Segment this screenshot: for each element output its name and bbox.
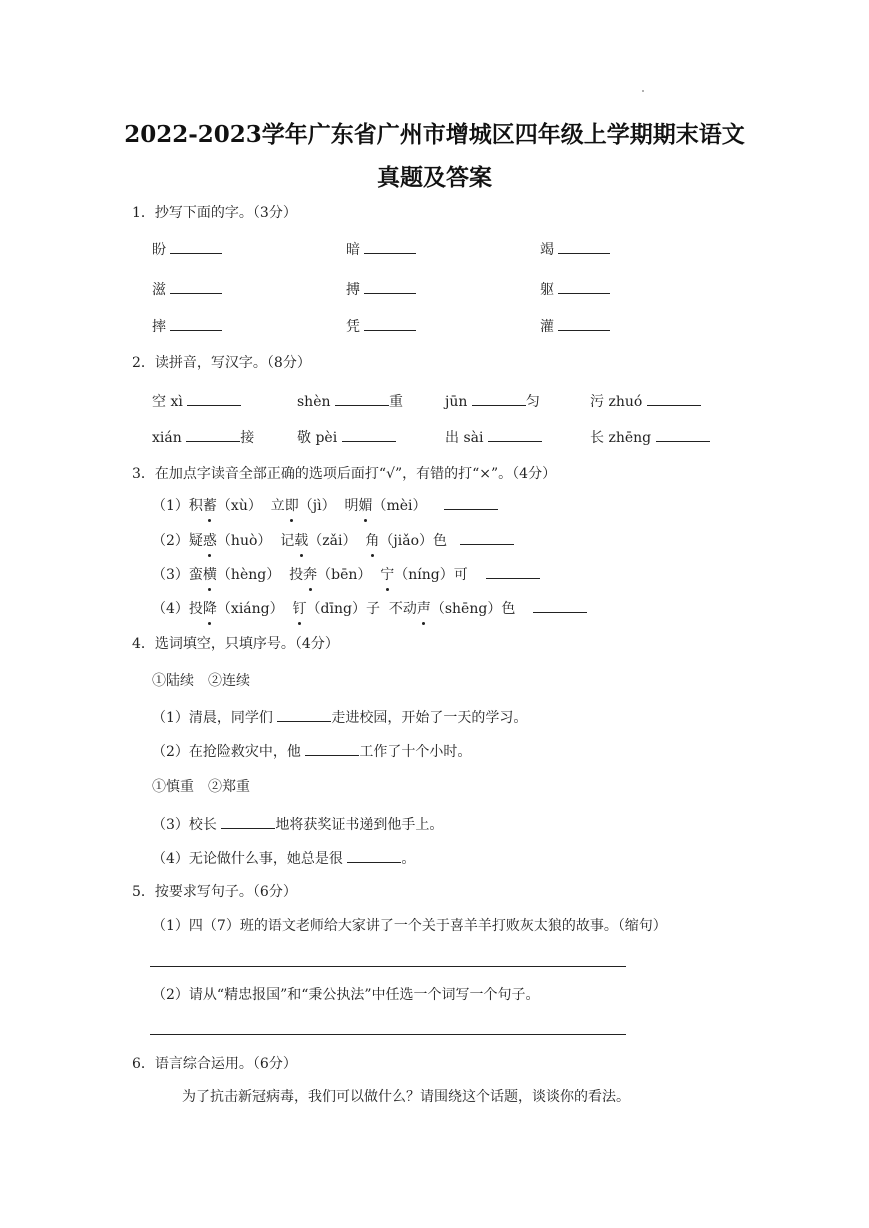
q5-sentence-1: （1）四（7）班的语文老师给大家讲了一个关于喜羊羊打败灰太狼的故事。（缩句）: [152, 918, 667, 934]
q1-item: [346, 279, 416, 300]
q4-sentence: [152, 741, 471, 762]
answer-blank[interactable]: [558, 279, 610, 294]
answer-blank[interactable]: [460, 530, 514, 545]
reading: （xù）: [216, 498, 262, 514]
pinyin-prompt: 出 sài: [445, 430, 484, 446]
answer-blank[interactable]: [472, 391, 526, 406]
dotted-char: 蓄: [202, 498, 217, 514]
answer-blank[interactable]: [656, 427, 710, 442]
reading: （shēng）色: [430, 601, 516, 617]
answer-blank[interactable]: [364, 239, 416, 254]
word-part: 投: [289, 567, 304, 583]
q2-item: [152, 427, 254, 448]
reading: （jì）: [298, 498, 336, 514]
answer-blank[interactable]: [170, 316, 222, 331]
q1-char: 暗: [346, 242, 360, 258]
pinyin-prompt: 空 xì: [152, 394, 183, 410]
answer-blank[interactable]: [558, 316, 610, 331]
reading: （níng）可: [394, 567, 468, 583]
q2-item: [590, 427, 710, 448]
q5-stem: 5．按要求写句子。（6分）: [132, 884, 297, 900]
doc-title-line1: 2022-2023学年广东省广州市增城区四年级上学期期末语文: [124, 121, 745, 148]
answer-blank[interactable]: [342, 427, 396, 442]
q1-stem: 1．抄写下面的字。（3分）: [132, 205, 297, 221]
q1-item: [346, 316, 416, 337]
q3-item: [152, 495, 498, 516]
q1-item: [540, 316, 610, 337]
q1-item: [346, 239, 416, 260]
word-part: 疑: [188, 533, 203, 549]
word-part: 不动: [388, 601, 417, 617]
answer-blank[interactable]: [187, 391, 241, 406]
answer-blank[interactable]: [305, 741, 359, 756]
answer-blank[interactable]: [486, 564, 540, 579]
item-number: （4）: [152, 601, 189, 617]
reading: （dīng）子: [306, 601, 380, 617]
answer-blank[interactable]: [558, 239, 610, 254]
q3-item: [152, 564, 540, 585]
q6-stem: 6．语言综合运用。（6分）: [132, 1056, 297, 1072]
sentence-pre: （4）无论做什么事，她总是很: [152, 851, 343, 867]
q1-item: [152, 239, 222, 260]
dotted-char: 载: [294, 533, 309, 549]
answer-line[interactable]: [150, 1034, 626, 1035]
q2-item: [297, 391, 403, 412]
reading: （xiáng）: [216, 601, 284, 617]
reading: （bēn）: [317, 567, 372, 583]
word-part: 蛮: [188, 567, 203, 583]
q1-char: 摔: [152, 319, 166, 335]
q6-prompt: 为了抗击新冠病毒，我们可以做什么？请围绕这个话题，谈谈你的看法。: [182, 1089, 630, 1105]
q1-char: 凭: [346, 319, 360, 335]
reading: （huò）: [216, 533, 272, 549]
q1-char: 盼: [152, 242, 166, 258]
word-part: 投: [188, 601, 203, 617]
pinyin-prompt: 污 zhuó: [590, 394, 643, 410]
dotted-char: 降: [202, 601, 217, 617]
item-number: （2）: [152, 533, 189, 549]
dotted-char: 横: [202, 567, 217, 583]
answer-blank[interactable]: [364, 316, 416, 331]
word-part: 立: [270, 498, 285, 514]
pinyin-prompt: jūn: [445, 394, 468, 410]
q2-item: [152, 391, 241, 412]
pinyin-suffix: 匀: [525, 394, 540, 410]
answer-blank[interactable]: [444, 495, 498, 510]
q4-options-2: ①慎重 ②郑重: [152, 779, 250, 795]
pinyin-prompt: xián: [152, 430, 182, 446]
dotted-char: 即: [284, 498, 299, 514]
answer-blank[interactable]: [277, 707, 331, 722]
reading: （jiǎo）色: [379, 533, 447, 549]
answer-blank[interactable]: [533, 598, 587, 613]
q1-char: 滋: [152, 282, 166, 298]
answer-line[interactable]: [150, 966, 626, 967]
dotted-char: 钉: [292, 601, 307, 617]
answer-blank[interactable]: [647, 391, 701, 406]
dotted-char: 宁: [380, 567, 395, 583]
scan-speck: [642, 90, 644, 92]
item-number: （3）: [152, 567, 189, 583]
pinyin-prompt: 长 zhēng: [590, 430, 652, 446]
q2-item: [590, 391, 701, 412]
sentence-pre: （3）校长: [152, 817, 217, 833]
item-number: （1）: [152, 498, 189, 514]
answer-blank[interactable]: [347, 848, 401, 863]
q4-sentence: [152, 848, 415, 869]
answer-blank[interactable]: [170, 239, 222, 254]
q2-item: [297, 427, 396, 448]
pinyin-prompt: shèn: [297, 394, 331, 410]
q3-item: [152, 530, 514, 551]
sentence-post: 走进校园，开始了一天的学习。: [331, 710, 528, 726]
reading: （hèng）: [216, 567, 281, 583]
q3-item: [152, 598, 587, 619]
answer-blank[interactable]: [221, 814, 275, 829]
sentence-pre: （2）在抢险救灾中，他: [152, 744, 301, 760]
q1-char: 搏: [346, 282, 360, 298]
q1-item: [152, 279, 222, 300]
word-part: 记: [280, 533, 295, 549]
answer-blank[interactable]: [170, 279, 222, 294]
q3-stem: 3．在加点字读音全部正确的选项后面打“√”，有错的打“×”。（4分）: [132, 466, 557, 482]
word-part: 积: [188, 498, 203, 514]
answer-blank[interactable]: [364, 279, 416, 294]
q2-item: [445, 427, 542, 448]
word-part: 明: [344, 498, 359, 514]
dotted-char: 角: [365, 533, 380, 549]
reading: （mèi）: [372, 498, 427, 514]
pinyin-suffix: 接: [240, 430, 255, 446]
q1-char: 灌: [540, 319, 554, 335]
dotted-char: 声: [416, 601, 431, 617]
pinyin-prompt: 敬 pèi: [297, 430, 338, 446]
q2-stem: 2．读拼音，写汉字。（8分）: [132, 355, 311, 371]
dotted-char: 媚: [358, 498, 373, 514]
q4-sentence: [152, 814, 443, 835]
q1-item: [540, 239, 610, 260]
answer-blank[interactable]: [186, 427, 240, 442]
sentence-post: 工作了十个小时。: [359, 744, 472, 760]
dotted-char: 奔: [303, 567, 318, 583]
reading: （zǎi）: [308, 533, 357, 549]
sentence-post: 。: [401, 851, 416, 867]
q1-item: [152, 316, 222, 337]
answer-blank[interactable]: [335, 391, 389, 406]
q4-sentence: [152, 707, 527, 728]
sentence-pre: （1）清晨，同学们: [152, 710, 273, 726]
q4-stem: 4．选词填空，只填序号。（4分）: [132, 636, 339, 652]
sentence-post: 地将获奖证书递到他手上。: [275, 817, 444, 833]
q5-sentence-2: （2）请从“精忠报国”和“秉公执法”中任选一个词写一个句子。: [152, 987, 540, 1003]
answer-blank[interactable]: [488, 427, 542, 442]
q4-options-1: ①陆续 ②连续: [152, 673, 250, 689]
q1-char: 躯: [540, 282, 554, 298]
doc-title-line2: 真题及答案: [377, 164, 492, 191]
q2-item: [445, 391, 540, 412]
q1-item: [540, 279, 610, 300]
pinyin-suffix: 重: [388, 394, 403, 410]
q1-char: 竭: [540, 242, 554, 258]
dotted-char: 惑: [202, 533, 217, 549]
